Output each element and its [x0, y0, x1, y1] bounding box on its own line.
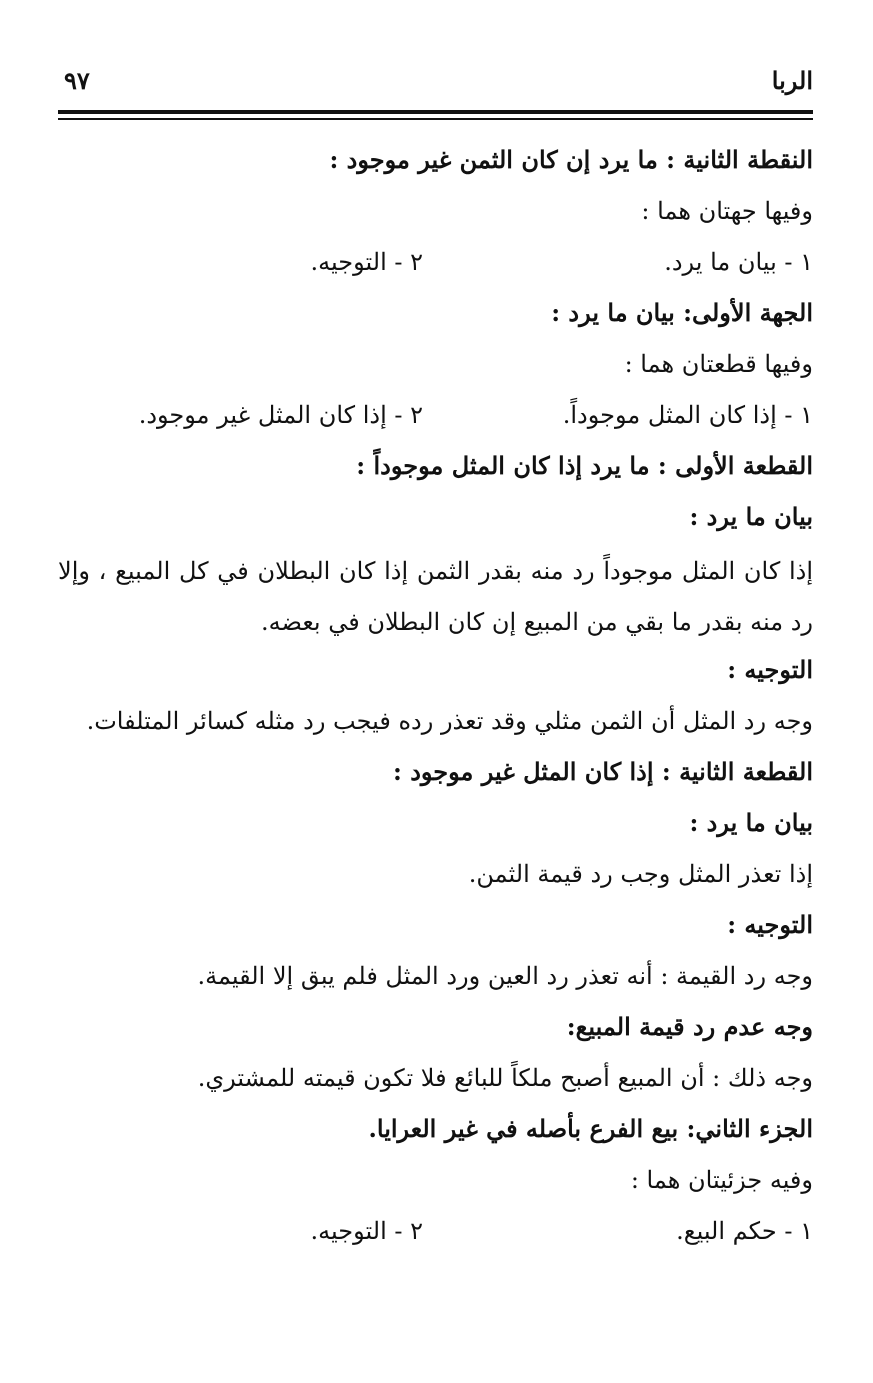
list-item: ٢ - إذا كان المثل غير موجود. — [138, 401, 423, 429]
paragraph-value-return: إذا تعذر المثل وجب رد قيمة الثمن. — [468, 860, 813, 888]
paragraph-returns-rule: إذا كان المثل موجوداً رد منه بقدر الثمن إذا كان البطلان في كل المبيع ، وإلا رد منه بقدر ما بقي من المبيع إن كان البطلان في بعضه. — [58, 557, 813, 636]
subheading-no-sale-value: وجه عدم رد قيمة المبيع: — [566, 1012, 813, 1041]
page-number: ٩٧ — [64, 66, 90, 95]
heading-first-aspect: الجهة الأولى: بيان ما يرد : — [551, 298, 813, 327]
paragraph-two-pieces: وفيها قطعتان هما : — [624, 350, 813, 378]
paragraph-value-justification: وجه رد القيمة : أنه تعذر رد العين ورد المثل فلم يبق إلا القيمة. — [197, 962, 813, 990]
list-item: ١ - بيان ما يرد. — [664, 248, 813, 276]
paragraph-no-sale-value: وجه ذلك : أن المبيع أصبح ملكاً للبائع فلا تكون قيمته للمشتري. — [197, 1064, 813, 1092]
heading-second-point: النقطة الثانية : ما يرد إن كان الثمن غير موجود : — [329, 145, 813, 174]
subheading-what-returns: بيان ما يرد : — [689, 502, 813, 531]
subheading-justification: التوجيه : — [727, 655, 813, 684]
list-item: ٢ - التوجيه. — [310, 1217, 423, 1245]
page-header — [58, 66, 813, 96]
running-title: الربا — [771, 66, 813, 95]
paragraph-two-subparts: وفيه جزئيتان هما : — [630, 1166, 813, 1194]
paragraph-two-aspects: وفيها جهتان هما : — [641, 197, 813, 225]
list-item: ٢ - التوجيه. — [310, 248, 423, 276]
heading-second-part: الجزء الثاني: بيع الفرع بأصله في غير العرايا. — [368, 1114, 813, 1143]
heading-first-piece: القطعة الأولى : ما يرد إذا كان المثل موجوداً : — [356, 451, 813, 480]
paragraph-justification: وجه رد المثل أن الثمن مثلي وقد تعذر رده فيجب رد مثله كسائر المتلفات. — [86, 707, 813, 735]
header-rule-thin — [58, 118, 813, 120]
subheading-justification: التوجيه : — [727, 910, 813, 939]
subheading-what-returns: بيان ما يرد : — [689, 808, 813, 837]
list-row-subparts — [58, 1209, 813, 1260]
list-row-aspects — [58, 240, 813, 291]
body-text — [58, 138, 813, 1260]
heading-second-piece: القطعة الثانية : إذا كان المثل غير موجود : — [392, 757, 813, 786]
list-item: ١ - حكم البيع. — [676, 1217, 813, 1245]
header-rule-thick — [58, 110, 813, 114]
list-row-pieces — [58, 393, 813, 444]
list-item: ١ - إذا كان المثل موجوداً. — [562, 401, 813, 429]
